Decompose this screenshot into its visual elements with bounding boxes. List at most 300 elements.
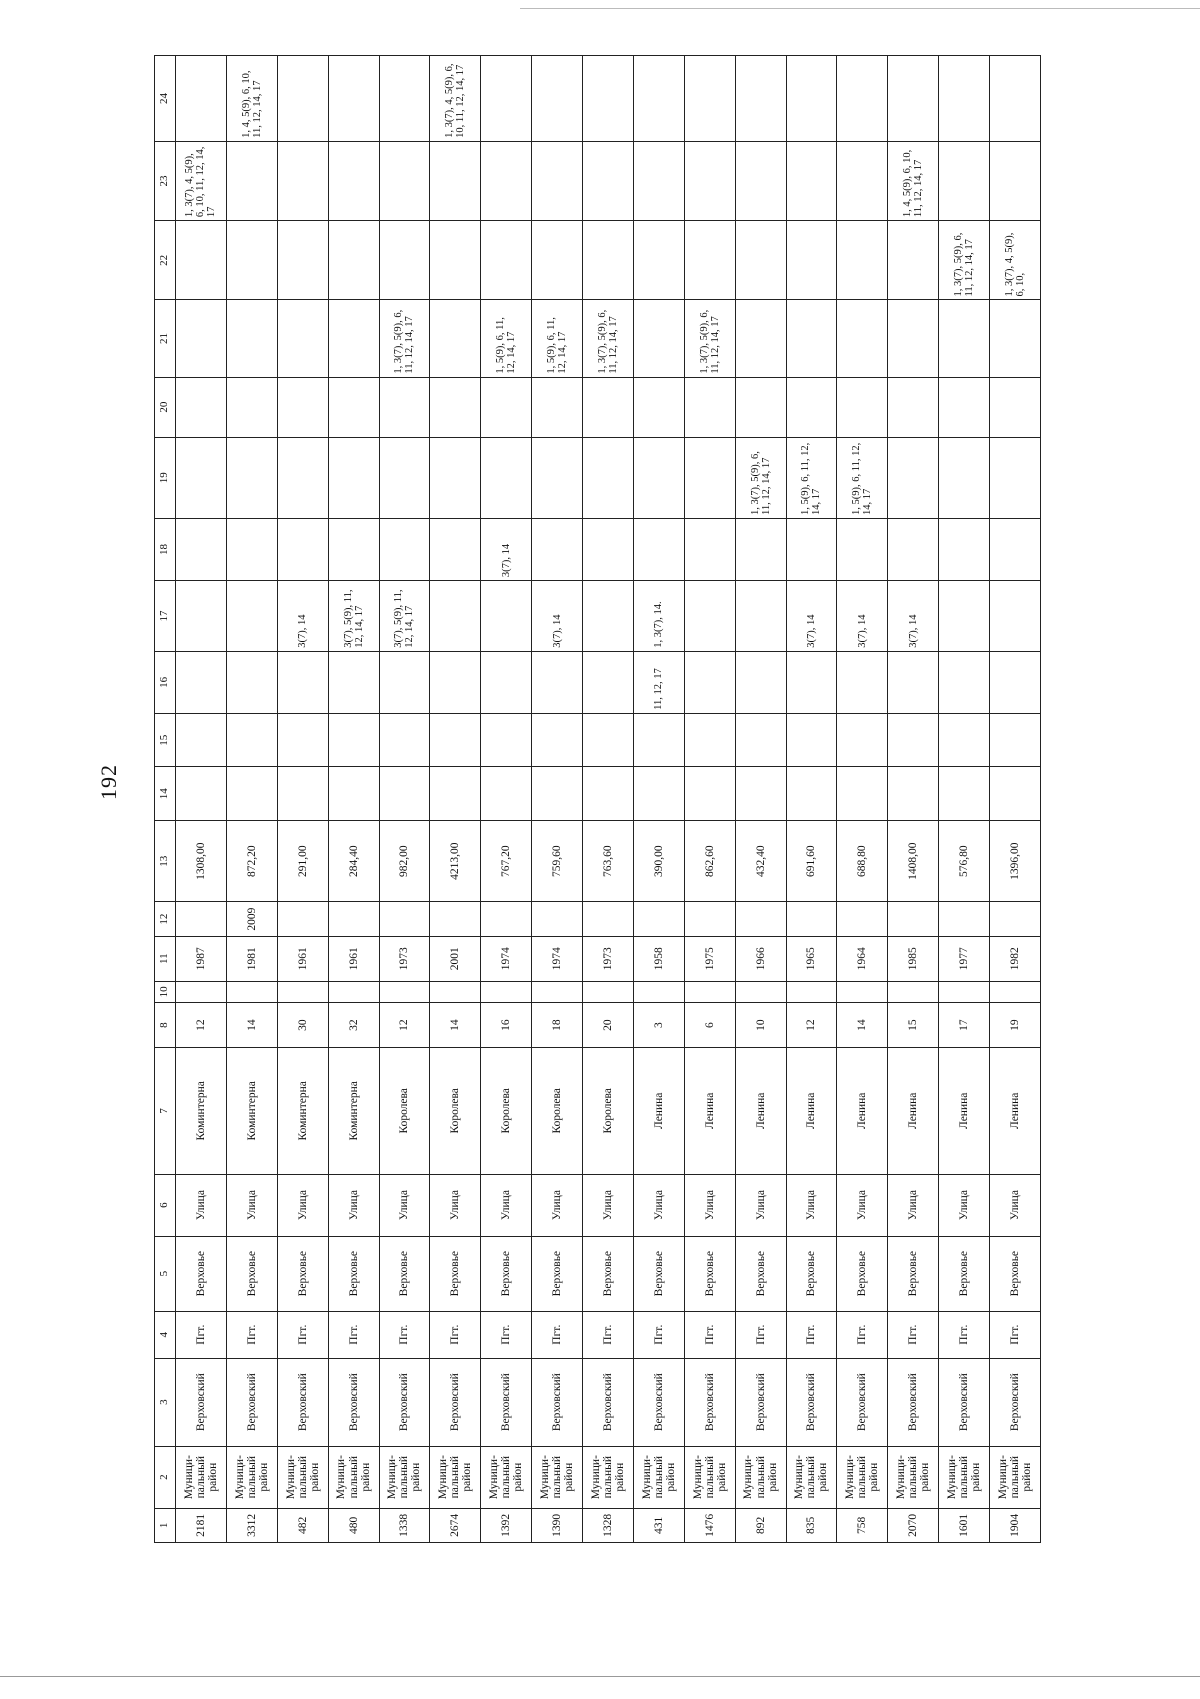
table-cell-col-5: Верховье — [379, 1236, 430, 1311]
table-cell-col-22 — [430, 221, 481, 300]
column-number-16: 16 — [155, 651, 176, 713]
table-cell-col-12 — [430, 902, 481, 936]
table-cell-col-17: 1, 3(7), 14. — [633, 581, 684, 652]
table-cell-col-14 — [990, 767, 1041, 821]
table-cell-col-6: Улица — [735, 1174, 786, 1236]
table-cell-col-4: Пгт. — [583, 1311, 634, 1358]
table-cell-col-20 — [837, 377, 888, 437]
table-cell-col-21 — [735, 300, 786, 377]
table-cell-col-13: 872,20 — [226, 821, 277, 902]
page-number: 192 — [96, 764, 121, 800]
table-cell-col-18 — [583, 518, 634, 580]
table-cell-col-6: Улица — [176, 1174, 227, 1236]
table-cell-col-12 — [328, 902, 379, 936]
column-number-23: 23 — [155, 141, 176, 220]
table-cell-col-10 — [430, 981, 481, 1002]
table-cell-col-2: Муници-пальный район — [939, 1446, 990, 1508]
table-cell-col-7: Ленина — [735, 1048, 786, 1174]
table-cell-col-19: 1, 3(7), 5(9), 6, 11, 12, 14, 17 — [735, 437, 786, 518]
table-cell-col-14 — [277, 767, 328, 821]
table-cell-col-24: 1, 3(7), 4, 5(9), 6, 10, 11, 12, 14, 17 — [430, 56, 481, 142]
table-cell-col-6: Улица — [379, 1174, 430, 1236]
table-cell-col-2: Муници-пальный район — [532, 1446, 583, 1508]
table-cell-col-24 — [176, 56, 227, 142]
table-cell-col-2: Муници-пальный район — [837, 1446, 888, 1508]
table-cell-col-14 — [684, 767, 735, 821]
table-cell-col-5: Верховье — [430, 1236, 481, 1311]
table-cell-col-20 — [430, 377, 481, 437]
table-cell-col-10 — [532, 981, 583, 1002]
table-cell-col-11: 1985 — [888, 936, 939, 981]
table-cell-col-5: Верховье — [481, 1236, 532, 1311]
table-cell-col-2: Муници-пальный район — [176, 1446, 227, 1508]
table-cell-col-19 — [277, 437, 328, 518]
table-cell-col-14 — [633, 767, 684, 821]
table-cell-col-11: 1981 — [226, 936, 277, 981]
table-cell-col-16 — [583, 651, 634, 713]
table-cell-col-23 — [430, 141, 481, 220]
table-cell-col-18 — [939, 518, 990, 580]
table-cell-col-16 — [786, 651, 837, 713]
table-cell-col-18 — [735, 518, 786, 580]
table-cell-col-12 — [735, 902, 786, 936]
table-cell-col-8: 12 — [379, 1003, 430, 1048]
table-cell-col-1: 1390 — [532, 1508, 583, 1542]
table-row — [277, 56, 328, 1543]
table-cell-col-11: 1987 — [176, 936, 227, 981]
table-cell-col-15 — [277, 713, 328, 767]
table-cell-col-10 — [226, 981, 277, 1002]
column-number-2: 2 — [155, 1446, 176, 1508]
table-cell-col-12: 2009 — [226, 902, 277, 936]
table-cell-col-23 — [990, 141, 1041, 220]
table-cell-col-20 — [990, 377, 1041, 437]
table-cell-col-17 — [735, 581, 786, 652]
table-cell-col-22 — [786, 221, 837, 300]
table-cell-col-4: Пгт. — [226, 1311, 277, 1358]
table-cell-col-24 — [328, 56, 379, 142]
table-cell-col-1: 2070 — [888, 1508, 939, 1542]
table-cell-col-15 — [481, 713, 532, 767]
table-cell-col-19 — [583, 437, 634, 518]
table-cell-col-3: Верховский — [837, 1358, 888, 1446]
table-cell-col-3: Верховский — [379, 1358, 430, 1446]
table-cell-col-24 — [786, 56, 837, 142]
table-cell-col-23 — [735, 141, 786, 220]
table-cell-col-22 — [888, 221, 939, 300]
column-number-24: 24 — [155, 56, 176, 142]
table-row — [176, 56, 227, 1543]
table-cell-col-10 — [786, 981, 837, 1002]
table-cell-col-13: 688,80 — [837, 821, 888, 902]
table-cell-col-7: Коминтерна — [176, 1048, 227, 1174]
table-row — [633, 56, 684, 1543]
table-cell-col-20 — [684, 377, 735, 437]
table-cell-col-12 — [532, 902, 583, 936]
table-cell-col-22 — [277, 221, 328, 300]
table-cell-col-4: Пгт. — [328, 1311, 379, 1358]
table-cell-col-13: 1308,00 — [176, 821, 227, 902]
table-cell-col-17: 3(7), 5(9), 11, 12, 14, 17 — [328, 581, 379, 652]
table-cell-col-23 — [837, 141, 888, 220]
table-cell-col-8: 15 — [888, 1003, 939, 1048]
table-cell-col-13: 284,40 — [328, 821, 379, 902]
column-number-15: 15 — [155, 713, 176, 767]
table-cell-col-6: Улица — [277, 1174, 328, 1236]
table-cell-col-4: Пгт. — [735, 1311, 786, 1358]
table-cell-col-15 — [379, 713, 430, 767]
table-cell-col-13: 862,60 — [684, 821, 735, 902]
table-cell-col-1: 2181 — [176, 1508, 227, 1542]
table-cell-col-24 — [633, 56, 684, 142]
table-cell-col-18 — [888, 518, 939, 580]
table-cell-col-22 — [481, 221, 532, 300]
table-cell-col-15 — [888, 713, 939, 767]
table-cell-col-14 — [888, 767, 939, 821]
table-cell-col-20 — [633, 377, 684, 437]
table-cell-col-5: Верховье — [888, 1236, 939, 1311]
table-cell-col-23 — [633, 141, 684, 220]
table-cell-col-2: Муници-пальный район — [633, 1446, 684, 1508]
table-cell-col-6: Улица — [786, 1174, 837, 1236]
table-cell-col-15 — [633, 713, 684, 767]
table-cell-col-7: Коминтерна — [226, 1048, 277, 1174]
table-cell-col-1: 758 — [837, 1508, 888, 1542]
table-cell-col-21 — [226, 300, 277, 377]
table-cell-col-3: Верховский — [990, 1358, 1041, 1446]
rotated-table-wrapper — [154, 55, 1041, 1543]
table-cell-col-4: Пгт. — [277, 1311, 328, 1358]
table-cell-col-8: 16 — [481, 1003, 532, 1048]
table-cell-col-20 — [888, 377, 939, 437]
table-cell-col-21: 1, 3(7), 5(9), 6, 11, 12, 14, 17 — [379, 300, 430, 377]
table-cell-col-12 — [837, 902, 888, 936]
table-cell-col-11: 1973 — [379, 936, 430, 981]
table-cell-col-22 — [379, 221, 430, 300]
table-cell-col-3: Верховский — [328, 1358, 379, 1446]
table-cell-col-8: 32 — [328, 1003, 379, 1048]
column-number-6: 6 — [155, 1174, 176, 1236]
table-cell-col-14 — [481, 767, 532, 821]
table-cell-col-18 — [633, 518, 684, 580]
table-row — [939, 56, 990, 1543]
table-cell-col-15 — [226, 713, 277, 767]
table-cell-col-17 — [684, 581, 735, 652]
table-cell-col-7: Ленина — [990, 1048, 1041, 1174]
table-cell-col-16 — [430, 651, 481, 713]
table-cell-col-20 — [786, 377, 837, 437]
table-cell-col-17: 3(7), 14 — [837, 581, 888, 652]
table-row — [990, 56, 1041, 1543]
table-cell-col-12 — [481, 902, 532, 936]
table-cell-col-20 — [583, 377, 634, 437]
table-cell-col-3: Верховский — [176, 1358, 227, 1446]
table-cell-col-23: 1, 4, 5(9), 6, 10, 11, 12, 14, 17 — [888, 141, 939, 220]
column-number-11: 11 — [155, 936, 176, 981]
table-cell-col-5: Верховье — [837, 1236, 888, 1311]
table-cell-col-10 — [379, 981, 430, 1002]
table-cell-col-5: Верховье — [939, 1236, 990, 1311]
table-cell-col-8: 20 — [583, 1003, 634, 1048]
table-cell-col-13: 767,20 — [481, 821, 532, 902]
table-cell-col-19: 1, 5(9), 6, 11, 12, 14, 17 — [837, 437, 888, 518]
table-cell-col-23 — [226, 141, 277, 220]
table-cell-col-10 — [176, 981, 227, 1002]
table-cell-col-21: 1, 5(9), 6, 11, 12, 14, 17 — [532, 300, 583, 377]
table-cell-col-24 — [532, 56, 583, 142]
table-cell-col-21 — [888, 300, 939, 377]
column-number-20: 20 — [155, 377, 176, 437]
table-cell-col-17 — [990, 581, 1041, 652]
table-cell-col-3: Верховский — [735, 1358, 786, 1446]
table-cell-col-7: Королева — [481, 1048, 532, 1174]
table-cell-col-11: 1965 — [786, 936, 837, 981]
table-cell-col-1: 1904 — [990, 1508, 1041, 1542]
table-cell-col-16 — [328, 651, 379, 713]
column-number-19: 19 — [155, 437, 176, 518]
table-cell-col-13: 576,80 — [939, 821, 990, 902]
table-cell-col-23 — [277, 141, 328, 220]
table-cell-col-24 — [379, 56, 430, 142]
table-cell-col-19 — [176, 437, 227, 518]
table-cell-col-6: Улица — [226, 1174, 277, 1236]
table-cell-col-5: Верховье — [176, 1236, 227, 1311]
table-cell-col-2: Муници-пальный район — [735, 1446, 786, 1508]
table-cell-col-21 — [990, 300, 1041, 377]
table-cell-col-24 — [481, 56, 532, 142]
table-cell-col-18 — [684, 518, 735, 580]
table-cell-col-4: Пгт. — [532, 1311, 583, 1358]
table-cell-col-13: 1396,00 — [990, 821, 1041, 902]
table-cell-col-21 — [633, 300, 684, 377]
table-cell-col-21 — [176, 300, 227, 377]
table-cell-col-2: Муници-пальный район — [379, 1446, 430, 1508]
table-cell-col-5: Верховье — [684, 1236, 735, 1311]
scan-edge-top — [520, 8, 1200, 9]
table-cell-col-12 — [277, 902, 328, 936]
table-cell-col-18 — [176, 518, 227, 580]
table-cell-col-14 — [328, 767, 379, 821]
table-cell-col-7: Королева — [532, 1048, 583, 1174]
table-row — [837, 56, 888, 1543]
table-cell-col-11: 1961 — [277, 936, 328, 981]
table-cell-col-12 — [684, 902, 735, 936]
table-cell-col-16 — [684, 651, 735, 713]
table-cell-col-10 — [633, 981, 684, 1002]
table-cell-col-7: Ленина — [684, 1048, 735, 1174]
table-cell-col-14 — [532, 767, 583, 821]
table-cell-col-18 — [430, 518, 481, 580]
table-cell-col-7: Королева — [430, 1048, 481, 1174]
table-cell-col-14 — [939, 767, 990, 821]
table-cell-col-19 — [990, 437, 1041, 518]
column-number-13: 13 — [155, 821, 176, 902]
table-cell-col-23: 1, 3(7), 4, 5(9), 6, 10, 11, 12, 14, 17 — [176, 141, 227, 220]
table-cell-col-24 — [990, 56, 1041, 142]
table-cell-col-5: Верховье — [226, 1236, 277, 1311]
table-cell-col-10 — [481, 981, 532, 1002]
table-cell-col-17 — [430, 581, 481, 652]
table-cell-col-18 — [379, 518, 430, 580]
table-cell-col-23 — [379, 141, 430, 220]
table-cell-col-1: 2674 — [430, 1508, 481, 1542]
table-cell-col-21: 1, 3(7), 5(9), 6, 11, 12, 14, 17 — [583, 300, 634, 377]
table-cell-col-2: Муници-пальный район — [328, 1446, 379, 1508]
column-number-row — [155, 56, 176, 1543]
table-cell-col-4: Пгт. — [481, 1311, 532, 1358]
table-cell-col-22 — [837, 221, 888, 300]
table-cell-col-11: 1961 — [328, 936, 379, 981]
table-cell-col-23 — [684, 141, 735, 220]
table-cell-col-23 — [328, 141, 379, 220]
table-cell-col-17 — [176, 581, 227, 652]
table-cell-col-15 — [583, 713, 634, 767]
table-row — [430, 56, 481, 1543]
table-cell-col-4: Пгт. — [176, 1311, 227, 1358]
table-cell-col-15 — [176, 713, 227, 767]
table-cell-col-11: 1966 — [735, 936, 786, 981]
table-cell-col-4: Пгт. — [786, 1311, 837, 1358]
table-cell-col-13: 432,40 — [735, 821, 786, 902]
table-cell-col-17: 3(7), 14 — [532, 581, 583, 652]
table-cell-col-3: Верховский — [532, 1358, 583, 1446]
table-cell-col-13: 390,00 — [633, 821, 684, 902]
table-cell-col-10 — [277, 981, 328, 1002]
table-row — [379, 56, 430, 1543]
table-cell-col-4: Пгт. — [888, 1311, 939, 1358]
table-cell-col-21: 1, 3(7), 5(9), 6, 11, 12, 14, 17 — [684, 300, 735, 377]
table-cell-col-17: 3(7), 14 — [277, 581, 328, 652]
table-cell-col-7: Коминтерна — [328, 1048, 379, 1174]
table-cell-col-8: 30 — [277, 1003, 328, 1048]
table-cell-col-22 — [532, 221, 583, 300]
table-cell-col-24 — [837, 56, 888, 142]
table-cell-col-19 — [633, 437, 684, 518]
table-cell-col-23 — [583, 141, 634, 220]
table-cell-col-12 — [888, 902, 939, 936]
table-cell-col-19 — [939, 437, 990, 518]
table-cell-col-2: Муници-пальный район — [786, 1446, 837, 1508]
table-cell-col-15 — [990, 713, 1041, 767]
table-cell-col-7: Ленина — [888, 1048, 939, 1174]
table-cell-col-8: 6 — [684, 1003, 735, 1048]
table-cell-col-6: Улица — [888, 1174, 939, 1236]
table-cell-col-6: Улица — [430, 1174, 481, 1236]
table-cell-col-22 — [684, 221, 735, 300]
table-cell-col-8: 19 — [990, 1003, 1041, 1048]
table-cell-col-23 — [532, 141, 583, 220]
table-cell-col-14 — [379, 767, 430, 821]
table-cell-col-10 — [735, 981, 786, 1002]
table-row — [532, 56, 583, 1543]
table-cell-col-4: Пгт. — [684, 1311, 735, 1358]
table-cell-col-21: 1, 5(9), 6, 11, 12, 14, 17 — [481, 300, 532, 377]
table-cell-col-15 — [837, 713, 888, 767]
table-cell-col-1: 431 — [633, 1508, 684, 1542]
table-cell-col-16 — [532, 651, 583, 713]
table-cell-col-16 — [226, 651, 277, 713]
table-cell-col-12 — [939, 902, 990, 936]
table-cell-col-18 — [226, 518, 277, 580]
column-number-17: 17 — [155, 581, 176, 652]
table-cell-col-16 — [481, 651, 532, 713]
table-cell-col-20 — [277, 377, 328, 437]
table-cell-col-3: Верховский — [888, 1358, 939, 1446]
table-cell-col-7: Коминтерна — [277, 1048, 328, 1174]
table-cell-col-11: 1975 — [684, 936, 735, 981]
table-row — [226, 56, 277, 1543]
table-cell-col-19: 1, 5(9), 6, 11, 12, 14, 17 — [786, 437, 837, 518]
table-cell-col-19 — [379, 437, 430, 518]
table-cell-col-5: Верховье — [328, 1236, 379, 1311]
column-number-5: 5 — [155, 1236, 176, 1311]
table-cell-col-19 — [481, 437, 532, 518]
table-cell-col-8: 10 — [735, 1003, 786, 1048]
table-row — [481, 56, 532, 1543]
table-cell-col-4: Пгт. — [990, 1311, 1041, 1358]
table-cell-col-21 — [430, 300, 481, 377]
table-cell-col-17: 3(7), 5(9), 11, 12, 14, 17 — [379, 581, 430, 652]
table-cell-col-21 — [328, 300, 379, 377]
table-cell-col-7: Ленина — [633, 1048, 684, 1174]
table-cell-col-14 — [837, 767, 888, 821]
table-cell-col-11: 1974 — [481, 936, 532, 981]
table-cell-col-11: 1977 — [939, 936, 990, 981]
table-cell-col-11: 2001 — [430, 936, 481, 981]
table-cell-col-5: Верховье — [277, 1236, 328, 1311]
table-cell-col-16 — [939, 651, 990, 713]
scan-edge-bottom — [0, 1676, 1200, 1677]
table-cell-col-8: 12 — [176, 1003, 227, 1048]
table-cell-col-12 — [633, 902, 684, 936]
table-cell-col-16: 11, 12, 17 — [633, 651, 684, 713]
table-cell-col-6: Улица — [328, 1174, 379, 1236]
table-cell-col-1: 1328 — [583, 1508, 634, 1542]
table-cell-col-24 — [888, 56, 939, 142]
table-cell-col-16 — [990, 651, 1041, 713]
table-cell-col-18 — [837, 518, 888, 580]
table-cell-col-2: Муници-пальный район — [888, 1446, 939, 1508]
table-cell-col-16 — [277, 651, 328, 713]
table-row — [328, 56, 379, 1543]
table-cell-col-23 — [939, 141, 990, 220]
column-number-22: 22 — [155, 221, 176, 300]
table-cell-col-16 — [888, 651, 939, 713]
table-cell-col-19 — [888, 437, 939, 518]
table-cell-col-18 — [990, 518, 1041, 580]
table-cell-col-22 — [328, 221, 379, 300]
table-cell-col-19 — [328, 437, 379, 518]
table-cell-col-22 — [226, 221, 277, 300]
housing-register-table — [154, 55, 1041, 1543]
table-cell-col-13: 759,60 — [532, 821, 583, 902]
table-cell-col-14 — [430, 767, 481, 821]
table-cell-col-10 — [990, 981, 1041, 1002]
table-cell-col-1: 892 — [735, 1508, 786, 1542]
table-cell-col-17: 3(7), 14 — [786, 581, 837, 652]
table-cell-col-22: 1, 3(7), 5(9), 6, 11, 12, 14, 17 — [939, 221, 990, 300]
table-cell-col-22: 1, 3(7), 4, 5(9), 6, 10, — [990, 221, 1041, 300]
table-cell-col-21 — [786, 300, 837, 377]
table-cell-col-6: Улица — [837, 1174, 888, 1236]
column-number-7: 7 — [155, 1048, 176, 1174]
table-cell-col-17 — [481, 581, 532, 652]
table-cell-col-3: Верховский — [939, 1358, 990, 1446]
table-cell-col-18 — [786, 518, 837, 580]
table-row — [583, 56, 634, 1543]
table-body — [176, 56, 1041, 1543]
table-cell-col-13: 982,00 — [379, 821, 430, 902]
